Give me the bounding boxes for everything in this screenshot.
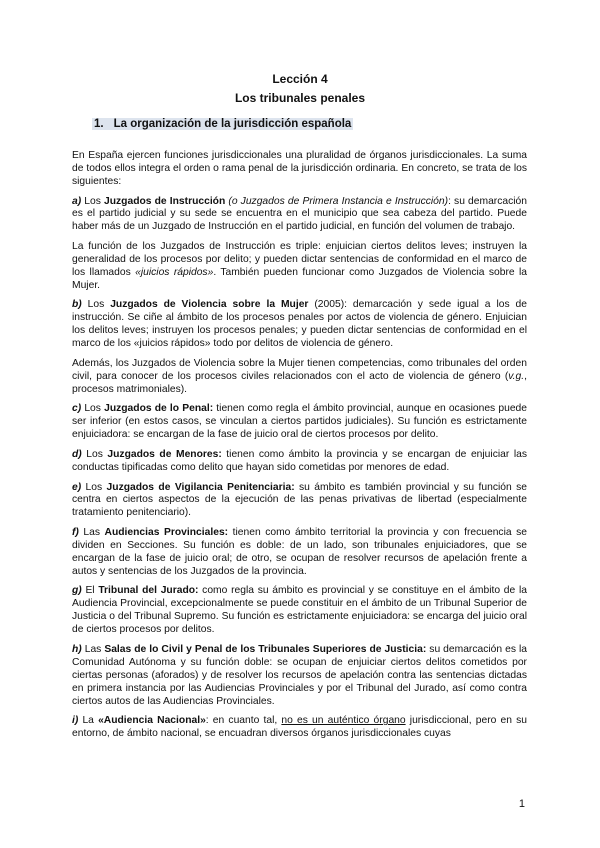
item-d-name: Juzgados de Menores: bbox=[107, 448, 222, 460]
item-a: a) Los Juzgados de Instrucción (o Juzgados de Primera Instancia e Instrucción): su demarcación es el partido judicial y su sede se encuentra en el municipio que sea cabeza del partido. Puede haber más de un Juzgado de Instrucción en el partido judicial, en función del volumen de trabajo. bbox=[72, 195, 527, 233]
item-f: f) Las Audiencias Provinciales: tienen como ámbito territorial la provincia y con frecuencia se dividen en Secciones. Su función es doble: de un lado, son tribunales enjuiciadores, que se encargan de la fase de juicio oral; de otro, se ocupan de resolver recursos de apelación frente a autos y sentencias de los Juzgados de la provincia. bbox=[72, 527, 527, 577]
item-g: g) El Tribunal del Jurado: como regla su ámbito es provincial y se constituye en el ámbito de la Audiencia Provincial, excepcionalmente se puede constituir en el ámbito de un Tribunal Superior de Justicia o del Tribunal Supremo. Su función es estrictamente enjuiciadora: se encarga del juicio oral de ciertos procesos por delitos. bbox=[72, 585, 527, 636]
item-d: d) Los Juzgados de Menores: tienen como ámbito la provincia y se encargan de enjuiciar las conductas tipificadas como delito que hayan sido cometidas por menores de edad. bbox=[72, 448, 527, 473]
section-title: La organización de la jurisdicción española bbox=[113, 118, 352, 130]
item-b-extra: Además, los Juzgados de Violencia sobre la Mujer tienen competencias, como tribunales del orden civil, para conocer de los procesos civiles relacionados con el acto de violencia de género (v.g., procesos matrimoniales). bbox=[72, 357, 527, 395]
lesson-number: Lección 4 bbox=[272, 72, 328, 86]
item-g-name: Tribunal del Jurado: bbox=[98, 585, 199, 597]
item-c: c) Los Juzgados de lo Penal: tienen como regla el ámbito provincial, aunque en ocasiones puede ser inferior (en estos casos, se vinculan a ciertos partidos judiciales). Su función es estrictamente enjuiciadora: se encargan de la fase de juicio oral de ciertos procesos por delito. bbox=[72, 403, 527, 441]
underlined-phrase: no es un auténtico órgano bbox=[281, 715, 406, 727]
item-i-name: «Audiencia Nacional» bbox=[98, 715, 206, 727]
item-b-name: Juzgados de Violencia sobre la Mujer bbox=[110, 299, 309, 311]
section-number: 1. bbox=[94, 118, 104, 130]
item-a-extra: La función de los Juzgados de Instrucción es triple: enjuician ciertos delitos leves; instruyen la generalidad de los procesos por delito; y pueden dictar sentencias de conformidad en el marco de los llamados «juicios rápidos». También pueden funcionar como Juzgados de Violencia sobre la Mujer. bbox=[72, 241, 527, 291]
intro-paragraph: En España ejercen funciones jurisdiccionales una pluralidad de órganos jurisdiccionales. La suma de todos ellos integra el orden o rama penal de la jurisdicción ordinaria. En concreto, se trata de los siguientes: bbox=[72, 150, 527, 187]
section-heading bbox=[92, 118, 353, 130]
item-h: h) Las Salas de lo Civil y Penal de los Tribunales Superiores de Justicia: su demarcación es la Comunidad Autónoma y su función doble: se ocupan de enjuiciar ciertos delitos cometidos por ciertas personas (aforados) y de resolver los recursos de apelación contra las sentencias dictadas en primera instancia por las Audiencias Provinciales y por el Tribunal del Jurado, así como contra ciertos autos de las Audiencias Provinciales. bbox=[72, 643, 527, 707]
lesson-title: Los tribunales penales bbox=[234, 91, 366, 105]
page-number: 1 bbox=[518, 798, 525, 810]
item-a-name: Juzgados de Instrucción bbox=[104, 195, 226, 207]
item-i: i) La «Audiencia Nacional»: en cuanto tal, no es un auténtico órgano jurisdiccional, pero en su entorno, de ámbito nacional, se encuadran diversos órganos jurisdiccionales cuyas bbox=[72, 715, 527, 740]
item-e-name: Juzgados de Vigilancia Penitenciaria: bbox=[106, 481, 295, 493]
item-h-name: Salas de lo Civil y Penal de los Tribunales Superiores de Justicia: bbox=[104, 643, 427, 655]
item-c-name: Juzgados de lo Penal: bbox=[104, 403, 214, 415]
item-f-name: Audiencias Provinciales: bbox=[104, 527, 229, 539]
item-e: e) Los Juzgados de Vigilancia Penitenciaria: su ámbito es también provincial y su función se centra en ciertos aspectos de la ejecución de las penas privativas de libertad (especialmente tratamiento penitenciario). bbox=[72, 481, 528, 519]
document-body bbox=[72, 150, 527, 748]
item-b: b) Los Juzgados de Violencia sobre la Mujer (2005): demarcación y sede igual a los de instrucción. Se ciñe al ámbito de los procesos penales por actos de violencia de género. Enjuician los delitos leves; instruyen los procesos penales; y pueden dictar sentencias de conformidad en el marco de los «juicios rápidos» todo por delitos de violencia de género. bbox=[72, 299, 527, 350]
